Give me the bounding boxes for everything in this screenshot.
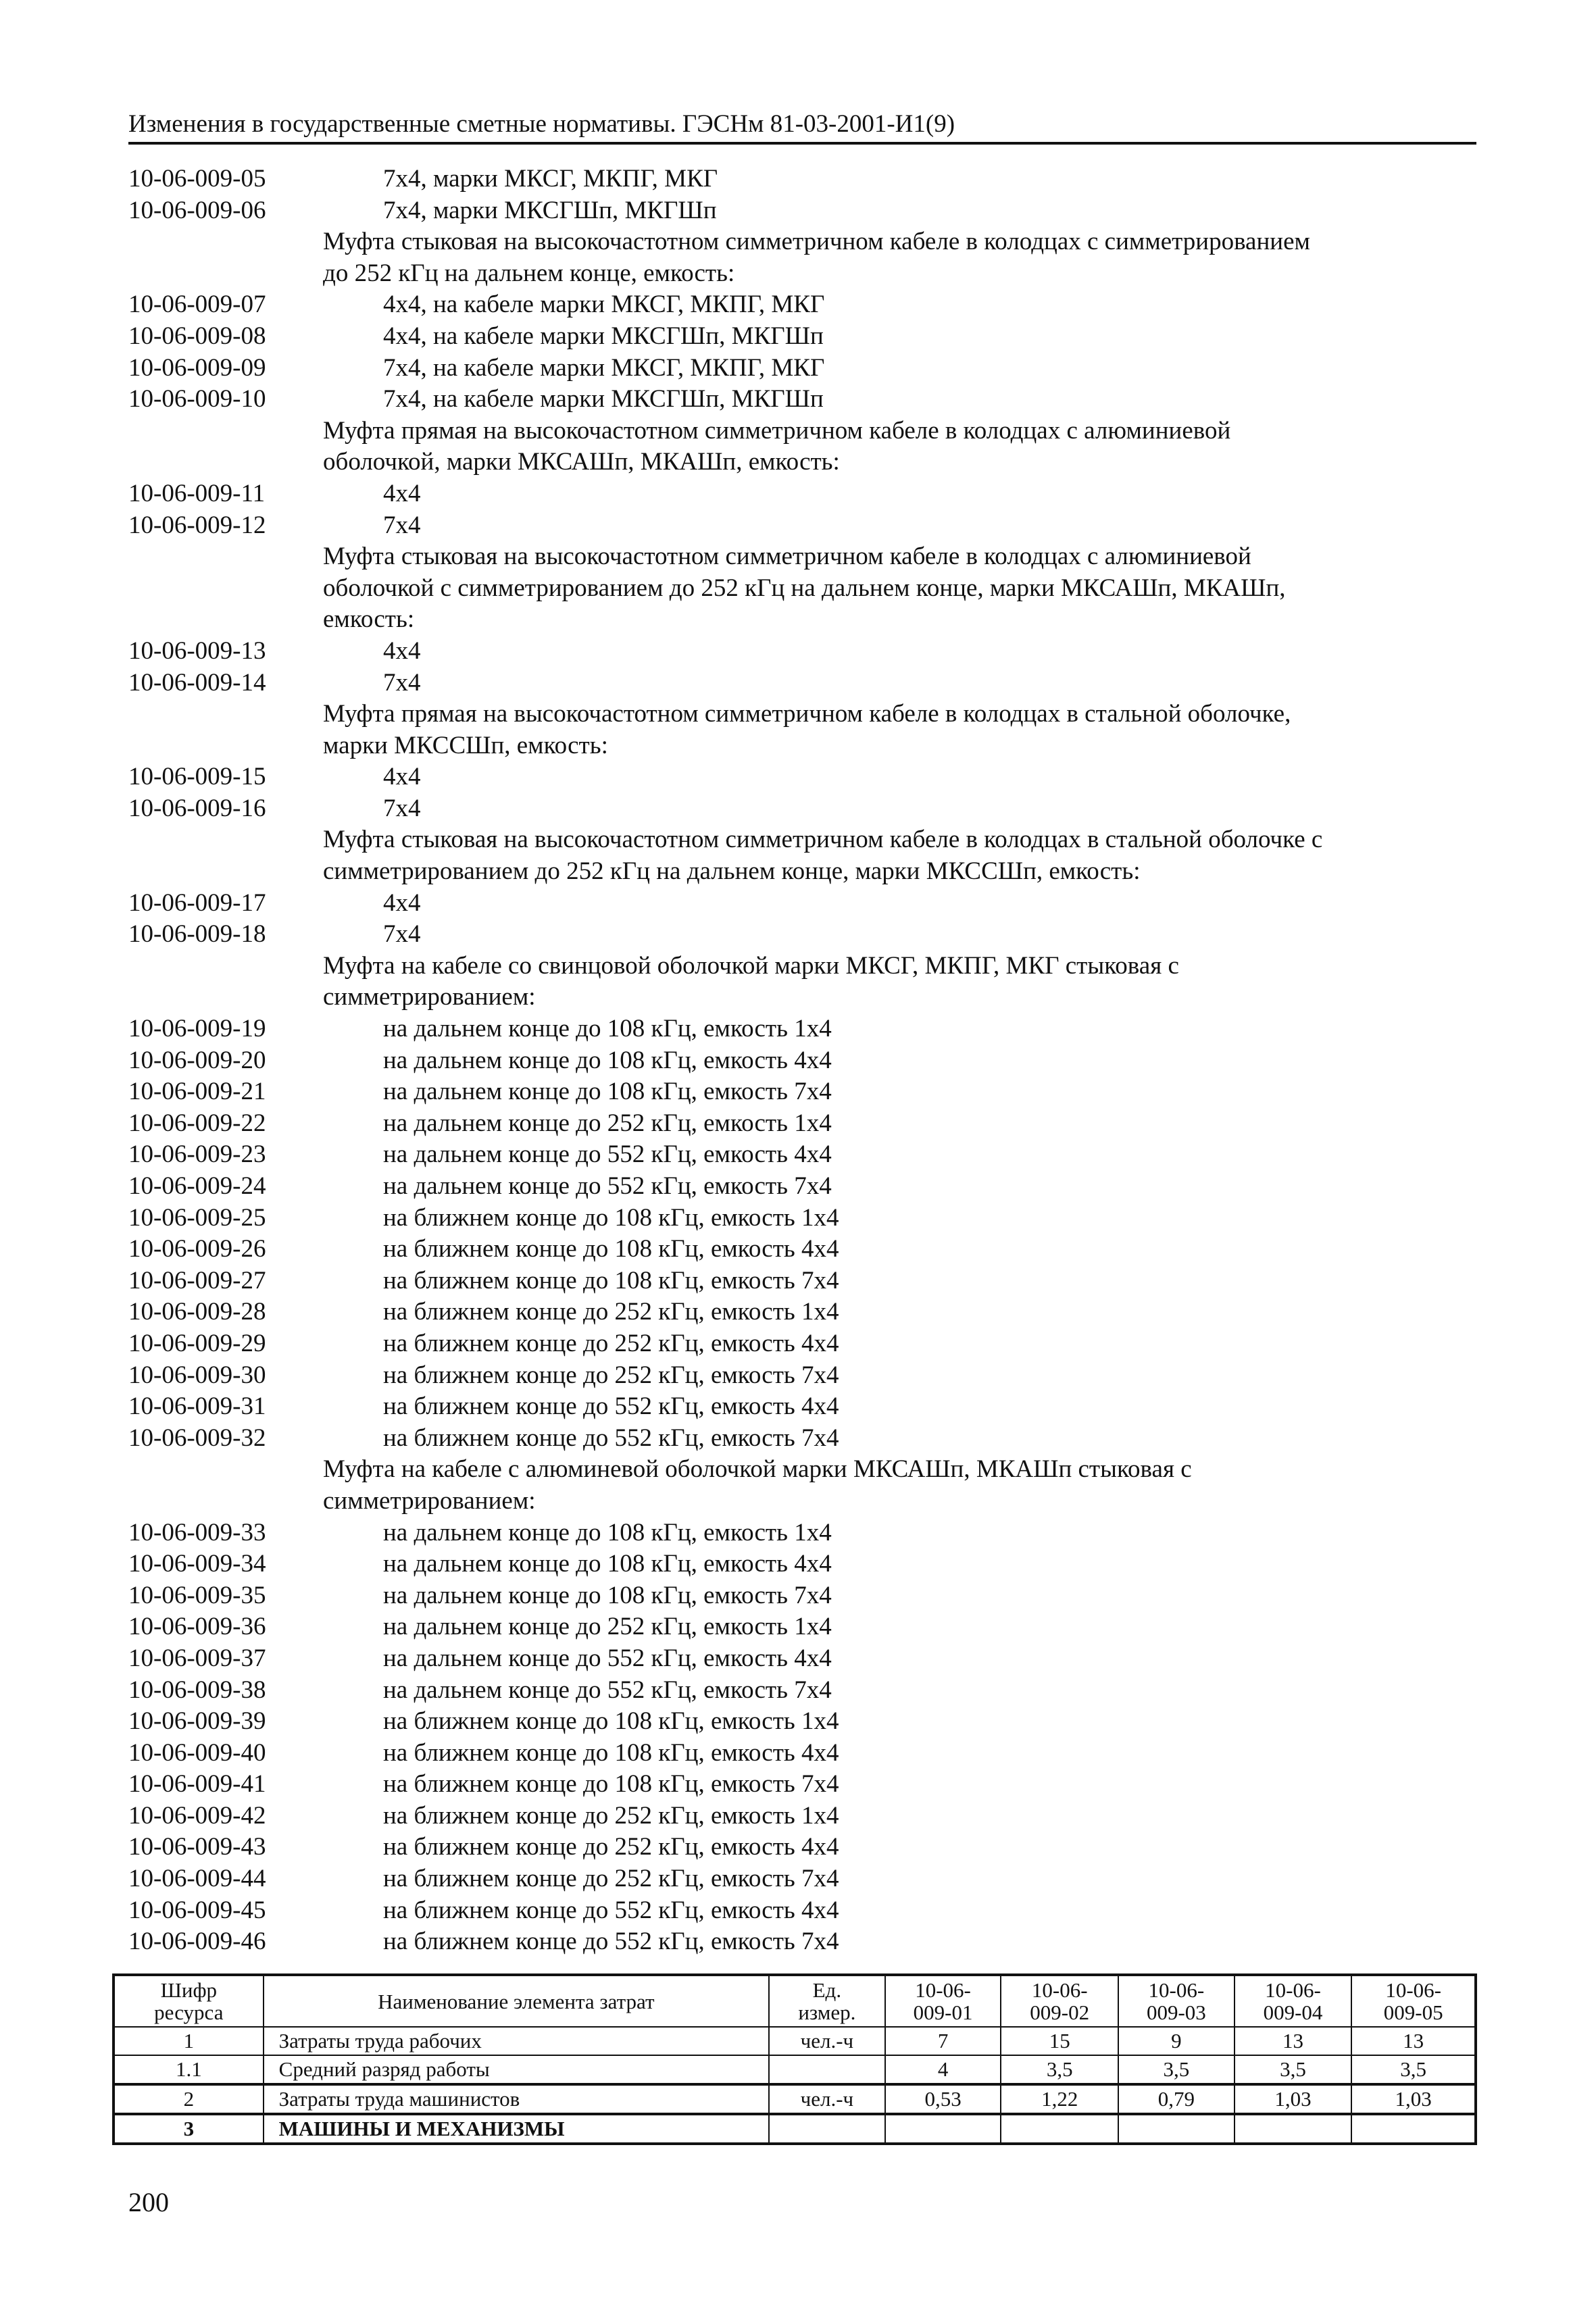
header-resource-code: Шифр ресурса [114,1975,264,2027]
norm-description: 7х4 [383,511,421,539]
norm-description: на ближнем конце до 552 кГц, емкость 4х4 [383,1392,839,1421]
section-title-text: емкость: [323,605,415,634]
norm-item [128,1926,1480,1958]
norm-value-cell: 13 [1235,2027,1352,2055]
norm-description: на ближнем конце до 252 кГц, емкость 7х4 [383,1865,839,1893]
section-title-line [128,982,1480,1013]
norm-value-cell: 3,5 [1351,2055,1476,2084]
section-title-line [128,226,1480,258]
norm-code: 10-06-009-10 [128,385,266,413]
norm-item [128,1265,1480,1297]
norm-description: на ближнем конце до 108 кГц, емкость 1х4 [383,1707,839,1736]
cost-element-name-cell: Затраты труда машинистов [264,2084,769,2114]
norm-value-cell: 4 [885,2055,1001,2084]
norm-code: 10-06-009-28 [128,1298,266,1326]
norm-description: 7х4, на кабеле марки МКСГ, МКПГ, МКГ [383,353,825,382]
resource-code-cell: 1.1 [114,2055,264,2084]
norm-description: на дальнем конце до 252 кГц, емкость 1х4 [383,1613,832,1641]
norm-code: 10-06-009-46 [128,1928,266,1956]
norm-item [128,1675,1480,1707]
header-norm-01: 10-06- 009-01 [885,1975,1001,2027]
resource-costs-table [112,1973,1477,2145]
norm-code: 10-06-009-09 [128,353,266,382]
norm-code: 10-06-009-38 [128,1676,266,1704]
norm-code: 10-06-009-44 [128,1865,266,1893]
norm-item [128,793,1480,825]
page-number: 200 [128,2187,169,2217]
norm-code: 10-06-009-40 [128,1738,266,1767]
norm-item [128,1863,1480,1895]
header-cost-element-name: Наименование элемента затрат [264,1975,769,2027]
section-title-line [128,447,1480,478]
norm-description: 7х4 [383,668,421,697]
resource-code-cell: 2 [114,2084,264,2114]
norm-code: 10-06-009-13 [128,636,266,665]
norm-item [128,1297,1480,1328]
norm-code: 10-06-009-06 [128,196,266,224]
norms-list [128,164,1480,1958]
norm-description: на ближнем конце до 552 кГц, емкость 4х4 [383,1896,839,1924]
norm-value-cell: 7 [885,2027,1001,2055]
header-norm-02: 10-06- 009-02 [1001,1975,1118,2027]
table-header-row [114,1975,1476,2027]
section-title-text: симметрированием до 252 кГц на дальнем конце, марки МКССШп, емкость: [323,857,1141,886]
section-title-text: Муфта стыковая на высокочастотном симметричном кабеле в колодцах с алюминиевой [323,543,1251,571]
running-header: Изменения в государственные сметные нормативы. ГЭСНм 81-03-2001-И1(9) [128,108,1476,145]
norm-description: на дальнем конце до 108 кГц, емкость 7х4 [383,1581,832,1609]
section-title-text: симметрированием: [323,1486,536,1515]
norm-code: 10-06-009-42 [128,1801,266,1830]
norm-value-cell: 3,5 [1235,2055,1352,2084]
norm-code: 10-06-009-14 [128,668,266,697]
section-title-text: до 252 кГц на дальнем конце, емкость: [323,259,735,287]
norm-description: 4х4, на кабеле марки МКСГ, МКПГ, МКГ [383,291,825,319]
norm-description: на ближнем конце до 108 кГц, емкость 7х4 [383,1266,839,1294]
norm-code: 10-06-009-30 [128,1361,266,1389]
section-title-line [128,951,1480,982]
header-norm-05: 10-06- 009-05 [1351,1975,1476,2027]
norm-description: на дальнем конце до 552 кГц, емкость 4х4 [383,1140,832,1169]
norm-item [128,1706,1480,1738]
norm-value-cell [1351,2114,1476,2144]
cost-element-name-cell: Затраты труда рабочих [264,2027,769,2055]
norm-code: 10-06-009-35 [128,1581,266,1609]
norm-value-cell: 1,03 [1235,2084,1352,2114]
section-title-line [128,258,1480,290]
norm-value-cell: 13 [1351,2027,1476,2055]
norm-item [128,1171,1480,1203]
norm-value-cell [885,2114,1001,2144]
norm-code: 10-06-009-33 [128,1518,266,1546]
section-title-line [128,604,1480,636]
norm-item [128,1769,1480,1801]
norm-description: 7х4, на кабеле марки МКСГШп, МКГШп [383,385,824,413]
norm-description: на ближнем конце до 252 кГц, емкость 1х4 [383,1801,839,1830]
header-unit: Ед. измер. [769,1975,885,2027]
norm-description: 7х4 [383,794,421,822]
cost-element-name-cell: МАШИНЫ И МЕХАНИЗМЫ [264,2114,769,2144]
norm-item [128,1832,1480,1863]
norm-description: на ближнем конце до 108 кГц, емкость 7х4 [383,1770,839,1799]
norm-item [128,1580,1480,1612]
section-title-text: оболочкой с симметрированием до 252 кГц на дальнем конце, марки МКСАШп, МКАШп, [323,574,1286,602]
norm-item [128,636,1480,668]
norm-code: 10-06-009-21 [128,1078,266,1106]
norm-code: 10-06-009-12 [128,511,266,539]
norm-description: на ближнем конце до 252 кГц, емкость 7х4 [383,1361,839,1389]
norm-description: 4х4 [383,763,421,791]
norm-item [128,1328,1480,1360]
section-title-line [128,856,1480,888]
section-title-text: Муфта прямая на высокочастотном симметричном кабеле в колодцах с алюминиевой [323,416,1231,445]
table-row [114,2055,1476,2084]
norm-code: 10-06-009-25 [128,1203,266,1232]
norm-description: 4х4 [383,636,421,665]
norm-value-cell: 15 [1001,2027,1118,2055]
norm-item [128,1391,1480,1423]
section-title-text: Муфта на кабеле с алюминевой оболочкой марки МКСАШп, МКАШп стыковая с [323,1455,1192,1484]
norm-item [128,1423,1480,1455]
norm-item [128,321,1480,353]
norm-description: на ближнем конце до 108 кГц, емкость 4х4 [383,1235,839,1263]
section-title-text: марки МКССШп, емкость: [323,731,608,759]
norm-item [128,164,1480,195]
norm-description: 4х4 [383,479,421,507]
norm-item [128,761,1480,793]
table-row [114,2114,1476,2144]
norm-item [128,478,1480,510]
resource-code-cell: 3 [114,2114,264,2144]
norm-description: на ближнем конце до 552 кГц, емкость 7х4 [383,1424,839,1452]
norm-code: 10-06-009-41 [128,1770,266,1799]
section-title-text: симметрированием: [323,983,536,1011]
norm-value-cell: 9 [1118,2027,1235,2055]
norm-item [128,1108,1480,1140]
norm-description: 4х4 [383,888,421,917]
norm-code: 10-06-009-07 [128,291,266,319]
norm-item [128,1895,1480,1927]
section-title-line [128,1486,1480,1517]
norm-item [128,668,1480,699]
norm-description: 7х4, марки МКСГ, МКПГ, МКГ [383,165,718,193]
section-title-text: Муфта стыковая на высокочастотном симметричном кабеле в колодцах в стальной оболочке с [323,826,1323,854]
norm-code: 10-06-009-20 [128,1046,266,1074]
norm-code: 10-06-009-17 [128,888,266,917]
norm-item [128,1643,1480,1675]
norm-description: на дальнем конце до 108 кГц, емкость 4х4 [383,1046,832,1074]
table-row [114,2027,1476,2055]
norm-value-cell: 1,22 [1001,2084,1118,2114]
norm-description: на ближнем конце до 108 кГц, емкость 4х4 [383,1738,839,1767]
norm-description: на дальнем конце до 552 кГц, емкость 7х4 [383,1676,832,1704]
norm-description: на ближнем конце до 252 кГц, емкость 4х4 [383,1329,839,1357]
norm-code: 10-06-009-39 [128,1707,266,1736]
norm-description: 4х4, на кабеле марки МКСГШп, МКГШп [383,322,824,350]
section-title-line [128,573,1480,605]
norm-item [128,1611,1480,1643]
norm-value-cell: 1,03 [1351,2084,1476,2114]
norm-code: 10-06-009-36 [128,1613,266,1641]
unit-cell: чел.-ч [769,2084,885,2114]
norm-code: 10-06-009-11 [128,479,266,507]
norm-item [128,289,1480,321]
norm-value-cell [1118,2114,1235,2144]
norm-item [128,1738,1480,1769]
norm-description: на ближнем конце до 252 кГц, емкость 1х4 [383,1298,839,1326]
header-norm-04: 10-06- 009-04 [1235,1975,1352,2027]
section-title-line [128,699,1480,730]
cost-element-name-cell: Средний разряд работы [264,2055,769,2084]
norm-code: 10-06-009-27 [128,1266,266,1294]
section-title-line [128,541,1480,573]
norm-value-cell: 3,5 [1118,2055,1235,2084]
norm-description: на дальнем конце до 108 кГц, емкость 1х4 [383,1518,832,1546]
table-row [114,2084,1476,2114]
norm-code: 10-06-009-08 [128,322,266,350]
resource-code-cell: 1 [114,2027,264,2055]
norm-code: 10-06-009-32 [128,1424,266,1452]
norm-value-cell: 3,5 [1001,2055,1118,2084]
norm-item [128,510,1480,542]
norm-code: 10-06-009-43 [128,1833,266,1861]
norm-item [128,1013,1480,1045]
norm-item [128,1139,1480,1171]
section-title-line [128,1454,1480,1486]
norm-code: 10-06-009-24 [128,1172,266,1200]
norm-item [128,1076,1480,1108]
norm-description: на ближнем конце до 252 кГц, емкость 4х4 [383,1833,839,1861]
norm-item [128,1045,1480,1077]
unit-cell [769,2055,885,2084]
unit-cell [769,2114,885,2144]
norm-code: 10-06-009-18 [128,920,266,949]
section-title-line [128,730,1480,762]
norm-code: 10-06-009-26 [128,1235,266,1263]
norm-code: 10-06-009-16 [128,794,266,822]
norm-code: 10-06-009-29 [128,1329,266,1357]
norm-code: 10-06-009-45 [128,1896,266,1924]
norm-item [128,384,1480,416]
norm-item [128,1801,1480,1832]
norm-description: на дальнем конце до 108 кГц, емкость 1х4 [383,1015,832,1043]
norm-item [128,195,1480,227]
norm-item [128,1549,1480,1580]
section-title-line [128,416,1480,447]
norm-code: 10-06-009-31 [128,1392,266,1421]
norm-code: 10-06-009-15 [128,763,266,791]
norm-description: на дальнем конце до 552 кГц, емкость 4х4 [383,1644,832,1672]
norm-code: 10-06-009-37 [128,1644,266,1672]
norm-value-cell [1001,2114,1118,2144]
norm-item [128,1517,1480,1549]
norm-value-cell: 0,79 [1118,2084,1235,2114]
section-title-text: Муфта стыковая на высокочастотном симметричном кабеле в колодцах с симметрированием [323,228,1310,256]
norm-description: на дальнем конце до 108 кГц, емкость 7х4 [383,1078,832,1106]
unit-cell: чел.-ч [769,2027,885,2055]
norm-value-cell: 0,53 [885,2084,1001,2114]
header-norm-03: 10-06- 009-03 [1118,1975,1235,2027]
norm-description: на ближнем конце до 108 кГц, емкость 1х4 [383,1203,839,1232]
section-title-text: Муфта на кабеле со свинцовой оболочкой марки МКСГ, МКПГ, МКГ стыковая с [323,951,1179,980]
norm-code: 10-06-009-22 [128,1109,266,1137]
section-title-line [128,824,1480,856]
norm-item [128,888,1480,920]
norm-description: на дальнем конце до 252 кГц, емкость 1х4 [383,1109,832,1137]
norm-item [128,1234,1480,1265]
section-title-text: оболочкой, марки МКСАШп, МКАШп, емкость: [323,448,840,476]
norm-item [128,919,1480,951]
norm-item [128,1360,1480,1392]
norm-description: 7х4 [383,920,421,949]
norm-description: на ближнем конце до 552 кГц, емкость 7х4 [383,1928,839,1956]
norm-description: на дальнем конце до 552 кГц, емкость 7х4 [383,1172,832,1200]
norm-code: 10-06-009-23 [128,1140,266,1169]
norm-code: 10-06-009-34 [128,1550,266,1578]
norm-description: 7х4, марки МКСГШп, МКГШп [383,196,717,224]
norm-item [128,353,1480,384]
norm-value-cell [1235,2114,1352,2144]
section-title-text: Муфта прямая на высокочастотном симметричном кабеле в колодцах в стальной оболочке, [323,700,1291,728]
norm-code: 10-06-009-19 [128,1015,266,1043]
norm-description: на дальнем конце до 108 кГц, емкость 4х4 [383,1550,832,1578]
norm-item [128,1203,1480,1234]
norm-code: 10-06-009-05 [128,165,266,193]
